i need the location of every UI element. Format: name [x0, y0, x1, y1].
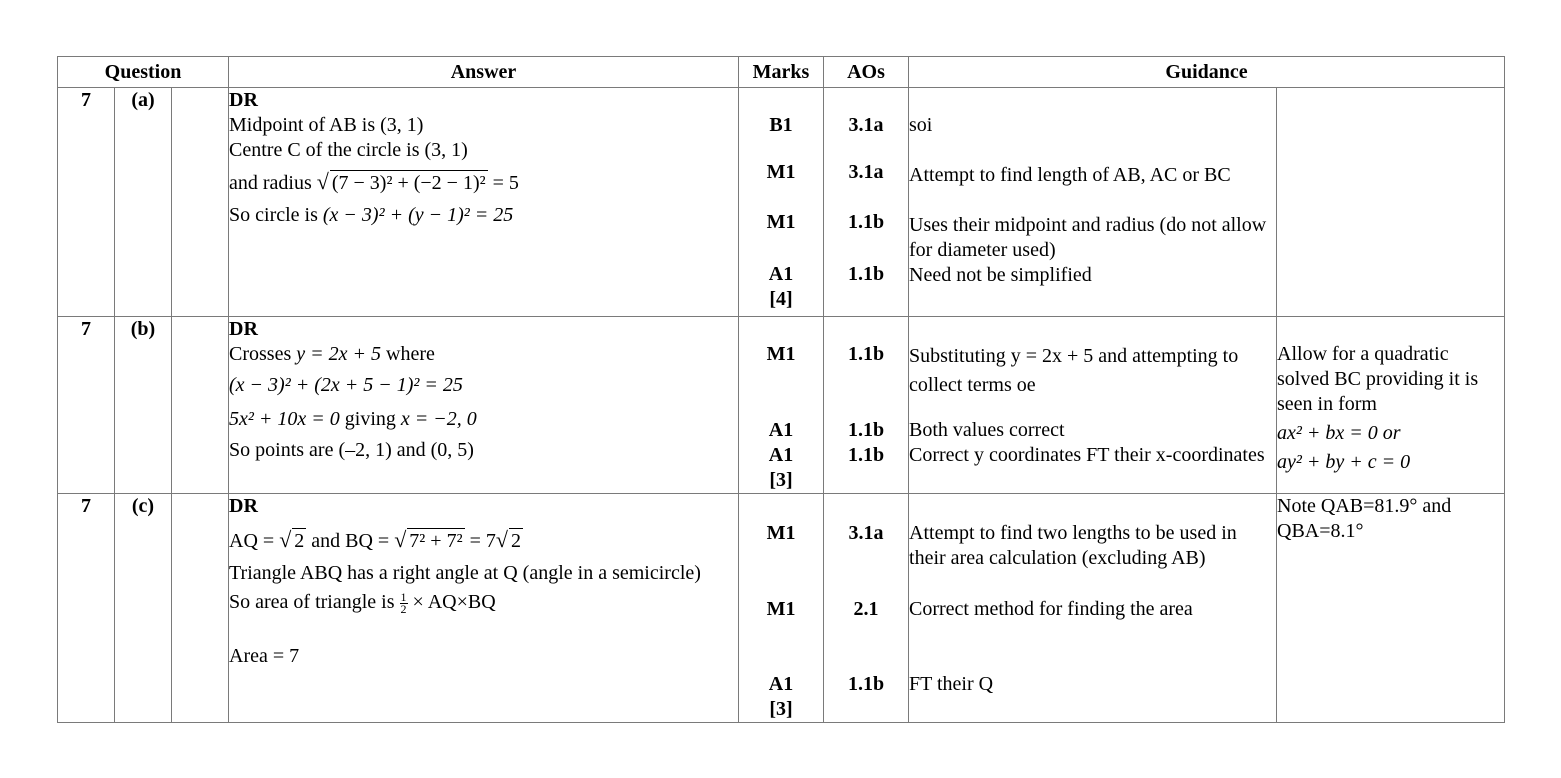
fraction-numerator: 1: [400, 589, 407, 604]
ao: 1.1b: [847, 343, 885, 365]
answer-text: giving: [339, 408, 401, 430]
guidance-text: Uses their midpoint and radius (do not allow for diameter used): [909, 214, 1267, 261]
answer-line: Area = 7: [229, 645, 300, 667]
question-part: (a): [115, 88, 172, 317]
answer-text: AQ =: [229, 530, 280, 552]
answer-line: [229, 519, 738, 561]
answer-text: where: [381, 343, 435, 365]
ao: 3.1a: [848, 522, 884, 544]
guidance-cell: [909, 88, 1277, 317]
ao: 1.1b: [847, 211, 885, 233]
equation: 5x² + 10x = 0: [229, 408, 340, 430]
answer-line: [229, 163, 738, 203]
mark-total: [3]: [769, 469, 793, 491]
radicand: 2: [294, 530, 305, 552]
question-subpart: [172, 88, 229, 317]
equation: ax² + bx = 0 or: [1277, 422, 1401, 444]
mark: M1: [766, 598, 796, 620]
guidance-text: Correct method for finding the area: [909, 598, 1193, 620]
radicand: (7 − 3)² + (−2 − 1)²: [331, 172, 486, 194]
fraction: [400, 589, 408, 616]
ao: 1.1b: [847, 444, 885, 466]
aos-cell: [824, 88, 909, 317]
header-row: [58, 57, 1505, 88]
answer-text: and radius: [229, 172, 317, 194]
answer-text: So circle is: [229, 204, 323, 226]
question-number: 7: [58, 317, 115, 494]
answer-cell: [229, 317, 739, 494]
sqrt-symbol: √: [279, 527, 292, 552]
answer-cell: [229, 88, 739, 317]
dr-label: DR: [229, 318, 258, 340]
dr-label: DR: [229, 89, 258, 111]
ao: 2.1: [853, 598, 879, 620]
equation: (x − 3)² + (y − 1)² = 25: [322, 204, 514, 226]
radicand: 7² + 7²: [409, 530, 463, 552]
question-subpart: [172, 494, 229, 723]
guidance-note: Note QAB=81.9° and QBA=8.1°: [1277, 495, 1452, 542]
sqrt-symbol: √: [495, 527, 508, 552]
mark: M1: [766, 161, 796, 183]
answer-text: and BQ =: [306, 530, 395, 552]
fraction-denominator: 2: [400, 601, 407, 616]
radicand: 2: [510, 530, 521, 552]
answer-line: [229, 203, 738, 228]
aos-cell: [824, 494, 909, 723]
guidance-text: Attempt to find two lengths to be used in their area calculation (excluding AB): [909, 522, 1237, 569]
table-row: [58, 317, 1505, 494]
mark: A1: [768, 444, 794, 466]
mark: M1: [766, 211, 796, 233]
equation: y = 2x + 5: [296, 343, 381, 365]
answer-text: × AQ×BQ: [407, 591, 496, 613]
guidance-cell: [909, 317, 1277, 494]
guidance-text: FT their Q: [909, 673, 994, 695]
answer-text: = 7: [464, 530, 496, 552]
ao: 1.1b: [847, 263, 885, 285]
marks-cell: [739, 494, 824, 723]
guidance-note: Allow for a quadratic solved BC providing it is seen in form: [1277, 343, 1479, 415]
mark: B1: [769, 114, 793, 136]
guidance-text: Correct y coordinates FT their x-coordinates: [909, 444, 1265, 466]
mark: A1: [768, 263, 794, 285]
aos-cell: [824, 317, 909, 494]
answer-line: [229, 407, 738, 432]
header-aos: AOs: [824, 57, 909, 88]
table-row: [58, 88, 1505, 317]
ao: 1.1b: [847, 419, 885, 441]
guidance-text: soi: [909, 114, 933, 136]
question-part: (b): [115, 317, 172, 494]
answer-text: Crosses: [229, 343, 297, 365]
header-guidance: Guidance: [909, 57, 1505, 88]
answer-text: = 5: [487, 172, 519, 194]
guidance-extra-cell: [1277, 317, 1505, 494]
mark: M1: [766, 343, 796, 365]
answer-line: [229, 586, 738, 644]
header-answer: Answer: [229, 57, 739, 88]
answer-line: [229, 342, 738, 367]
sqrt-symbol: √: [394, 527, 407, 552]
ao: 3.1a: [848, 161, 884, 183]
answer-line: Centre C of the circle is (3, 1): [229, 139, 468, 161]
question-number: 7: [58, 88, 115, 317]
question-subpart: [172, 317, 229, 494]
answer-line: Midpoint of AB is (3, 1): [229, 114, 424, 136]
guidance-text: Substituting y = 2x + 5 and attempting to collect terms oe: [909, 345, 1239, 396]
guidance-extra-cell: [1277, 88, 1505, 317]
mark: A1: [768, 673, 794, 695]
mark-total: [4]: [769, 288, 793, 310]
marks-cell: [739, 317, 824, 494]
header-marks: Marks: [739, 57, 824, 88]
equation: (x − 3)² + (2x + 5 − 1)² = 25: [229, 374, 463, 396]
dr-label: DR: [229, 495, 258, 517]
ao: 3.1a: [848, 114, 884, 136]
equation: ay² + by + c = 0: [1277, 451, 1411, 473]
answer-line: Triangle ABQ has a right angle at Q (angle in a semicircle): [229, 562, 701, 584]
table-row: [58, 494, 1505, 723]
guidance-cell: [909, 494, 1277, 723]
question-number: 7: [58, 494, 115, 723]
sqrt-symbol: √: [316, 169, 329, 194]
guidance-text: Need not be simplified: [909, 264, 1092, 286]
mark: M1: [766, 522, 796, 544]
mark-total: [3]: [769, 698, 793, 720]
equation: x = −2, 0: [400, 408, 477, 430]
guidance-text: Attempt to find length of AB, AC or BC: [909, 164, 1231, 186]
guidance-text: Both values correct: [909, 419, 1065, 441]
question-part: (c): [115, 494, 172, 723]
mark: A1: [768, 419, 794, 441]
marks-cell: [739, 88, 824, 317]
ao: 1.1b: [847, 673, 885, 695]
answer-line: So points are (–2, 1) and (0, 5): [229, 439, 474, 461]
answer-text: So area of triangle is: [229, 591, 400, 613]
header-question: Question: [58, 57, 229, 88]
answer-cell: [229, 494, 739, 723]
guidance-extra-cell: [1277, 494, 1505, 723]
mark-scheme-table: [57, 56, 1505, 723]
